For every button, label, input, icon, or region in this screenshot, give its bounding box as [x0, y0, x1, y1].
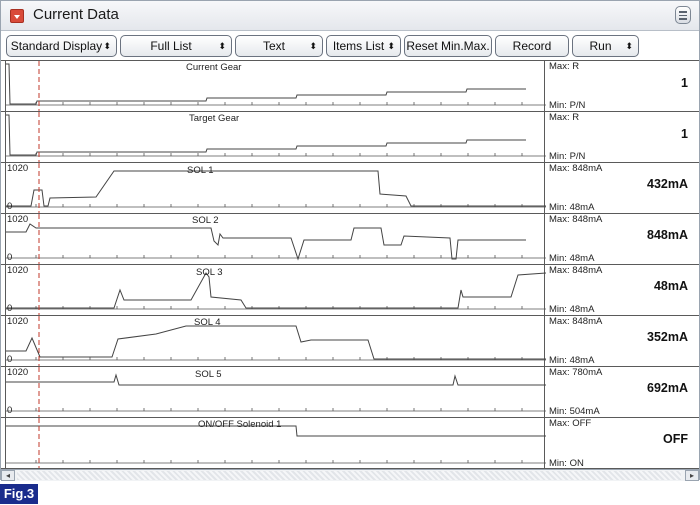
trace-svg — [6, 112, 546, 162]
max-value: Max: R — [549, 112, 580, 123]
menu-list-icon[interactable] — [675, 6, 691, 24]
min-value: Min: 48mA — [549, 304, 595, 315]
max-value: Max: 848mA — [549, 163, 603, 174]
items-list-select[interactable] — [326, 35, 401, 57]
trace-svg — [6, 367, 546, 417]
full-list-label: Full List — [150, 39, 192, 53]
graph-panel — [1, 213, 699, 264]
graph-panel — [1, 111, 699, 162]
scrollbar-track[interactable] — [17, 471, 681, 480]
text-label: Text — [262, 39, 285, 53]
current-value: 1 — [681, 127, 688, 141]
parameter-name: SOL 3 — [196, 267, 223, 278]
horizontal-scrollbar[interactable] — [1, 469, 699, 481]
trace-line — [6, 115, 526, 155]
parameter-name: SOL 4 — [194, 317, 221, 328]
trace-line — [6, 273, 546, 308]
axis-max-label: 1020 — [7, 214, 29, 225]
parameter-name: SOL 1 — [187, 165, 214, 176]
collapse-icon[interactable] — [10, 9, 24, 23]
value-info — [546, 367, 696, 417]
run-label: Run — [589, 39, 612, 53]
max-value: Max: OFF — [549, 418, 592, 429]
min-value: Min: 48mA — [549, 202, 595, 213]
trace-svg — [6, 61, 546, 111]
axis-max-label: 1020 — [7, 316, 29, 327]
select-arrow-icon: ⬍ — [218, 41, 226, 51]
value-info — [546, 214, 696, 264]
graph-panel — [1, 366, 699, 417]
record-button[interactable] — [495, 35, 569, 57]
max-value: Max: 780mA — [549, 367, 603, 378]
current-value: 432mA — [647, 177, 688, 191]
axis-max-label: 1020 — [7, 163, 29, 174]
current-value: OFF — [663, 432, 688, 446]
axis-max-label: 1020 — [7, 265, 29, 276]
parameter-name: Current Gear — [186, 62, 242, 73]
trace-line — [6, 224, 526, 259]
reset-min-max-button[interactable] — [404, 35, 492, 57]
graph-area — [1, 60, 699, 469]
axis-min-label: 0 — [7, 252, 13, 263]
scroll-left-icon[interactable]: ◂ — [1, 470, 15, 481]
current-value: 848mA — [647, 228, 688, 242]
graph-panel — [1, 417, 699, 469]
plot-area[interactable] — [5, 214, 545, 264]
graph-panel — [1, 162, 699, 213]
standard-display-label: Standard Display — [10, 39, 103, 53]
record-label: Record — [512, 39, 552, 53]
title-bar — [1, 1, 699, 31]
value-info — [546, 316, 696, 366]
max-value: Max: 848mA — [549, 316, 603, 327]
figure-label: Fig.3 — [0, 484, 38, 504]
current-value: 352mA — [647, 330, 688, 344]
plot-area[interactable] — [5, 418, 545, 469]
plot-area[interactable] — [5, 265, 545, 315]
axis-min-label: 0 — [7, 201, 13, 212]
items-list-label: Items List — [332, 39, 385, 53]
select-arrow-icon: ⬍ — [387, 41, 395, 51]
value-info — [546, 163, 696, 213]
select-arrow-icon: ⬍ — [103, 41, 111, 51]
min-value: Min: 48mA — [549, 355, 595, 366]
plot-area[interactable] — [5, 316, 545, 366]
current-value: 48mA — [653, 279, 688, 293]
current-value: 1 — [681, 76, 688, 90]
value-info — [546, 61, 696, 111]
text-select[interactable] — [235, 35, 323, 57]
trace-svg — [6, 163, 546, 213]
reset-label: Reset Min.Max. — [406, 39, 490, 53]
min-value: Min: P/N — [549, 151, 586, 162]
plot-area[interactable] — [5, 367, 545, 417]
value-info — [546, 265, 696, 315]
value-info — [546, 418, 696, 469]
max-value: Max: 848mA — [549, 214, 603, 225]
graph-panel — [1, 264, 699, 315]
axis-min-label: 0 — [7, 354, 13, 365]
trace-line — [6, 64, 526, 104]
value-info — [546, 112, 696, 162]
plot-area[interactable] — [5, 61, 545, 111]
trace-svg — [6, 316, 546, 366]
trace-svg — [6, 214, 546, 264]
select-arrow-icon: ⬍ — [625, 41, 633, 51]
parameter-name: Target Gear — [189, 113, 240, 124]
select-arrow-icon: ⬍ — [309, 41, 317, 51]
graph-panel — [1, 315, 699, 366]
min-value: Min: P/N — [549, 100, 586, 111]
trace-line — [6, 375, 546, 385]
axis-min-label: 0 — [7, 405, 13, 416]
scroll-right-icon[interactable]: ▸ — [685, 470, 699, 481]
max-value: Max: R — [549, 61, 580, 72]
plot-area[interactable] — [5, 163, 545, 213]
trace-line — [6, 326, 546, 359]
window-title: Current Data — [33, 6, 119, 23]
axis-max-label: 1020 — [7, 367, 29, 378]
min-value: Min: 504mA — [549, 406, 600, 417]
parameter-name: SOL 5 — [195, 369, 222, 380]
axis-min-label: 0 — [7, 303, 13, 314]
min-value: Min: 48mA — [549, 253, 595, 264]
graph-panel — [1, 60, 699, 111]
trace-svg — [6, 265, 546, 315]
current-value: 692mA — [647, 381, 688, 395]
standard-display-select[interactable] — [6, 35, 117, 57]
max-value: Max: 848mA — [549, 265, 603, 276]
min-value: Min: ON — [549, 458, 584, 469]
toolbar — [1, 32, 699, 59]
parameter-name: ON/OFF Solenoid 1 — [198, 419, 282, 430]
run-select[interactable] — [572, 35, 639, 57]
plot-area[interactable] — [5, 112, 545, 162]
parameter-name: SOL 2 — [192, 215, 219, 226]
full-list-select[interactable] — [120, 35, 232, 57]
trace-line — [6, 171, 546, 206]
